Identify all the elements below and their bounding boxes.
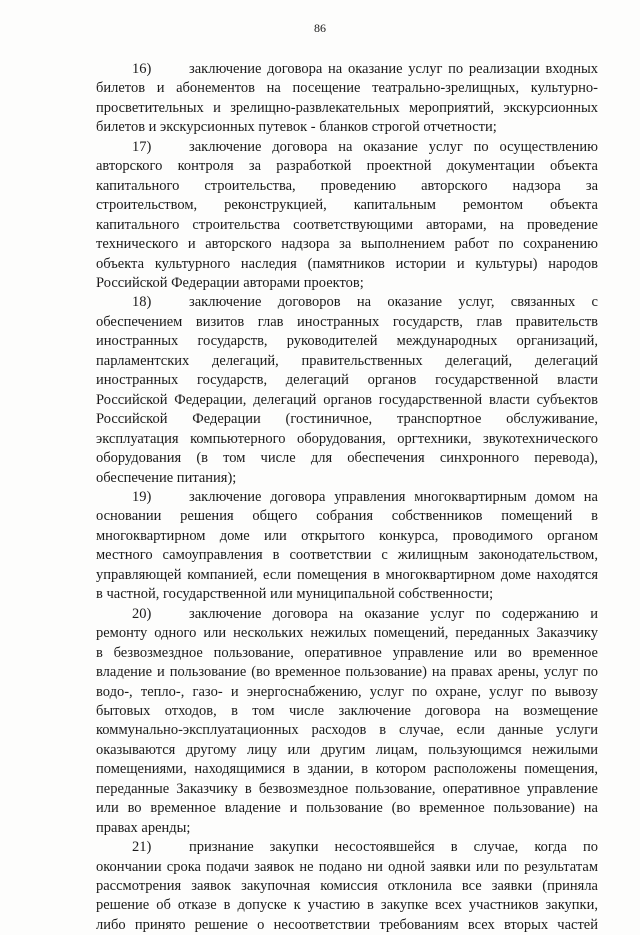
item-line: строительством, реконструкцией, капитальным ремонтом объекта	[96, 197, 598, 214]
list-item	[96, 293, 598, 488]
item-line: обеспечение питания);	[96, 469, 237, 486]
item-line: владение и пользование (во временное пользование) на правах арены, услуг по	[96, 664, 598, 681]
item-number: 21)	[132, 839, 152, 856]
item-line: эксплуатация компьютерного оборудования, оргтехники, звукотехнического	[96, 430, 598, 447]
item-line: объекта культурного наследия (памятников истории и культуры) народов	[96, 255, 598, 272]
item-line: ремонту одного или нескольких нежилых помещений, переданных Заказчику	[96, 625, 598, 642]
item-line: окончании срока подачи заявок не подано ни одной заявки или по результатам	[96, 858, 598, 875]
page-number: 86	[314, 21, 326, 35]
item-line: Российской Федерации, делегаций органов государственной власти субъектов	[96, 391, 598, 408]
item-text: заключение договора на оказание услуг по содержанию и	[189, 605, 598, 622]
item-line: коммунально-эксплуатационных расходов в случае, если данные услуги	[96, 722, 598, 739]
item-line: парламентских делегаций, правительственных делегаций, делегаций	[96, 352, 598, 369]
item-line: решение об отказе в допуске к участию в закупке всех участников закупки,	[96, 897, 598, 914]
item-line: в безвозмездное пользование, оперативное управление или во временное	[96, 644, 598, 661]
item-line: основании решения общего собрания собственников помещений в	[96, 508, 598, 525]
item-line: помещениями, находящимися в здании, в котором расположены помещения,	[96, 761, 598, 778]
item-text: признание закупки несостоявшейся в случае, когда по	[189, 839, 598, 856]
item-line: рассмотрения заявок закупочная комиссия отклонила все заявки (приняла	[96, 878, 598, 895]
item-first-line	[96, 60, 598, 79]
item-line: иностранных государств, делегаций органов государственной власти	[96, 372, 598, 389]
item-line: водо-, тепло-, газо- и энергоснабжению, услуг по охране, услуг по вывозу	[96, 683, 598, 700]
item-number: 19)	[132, 488, 152, 505]
item-line: билетов и экскурсионных путевок - бланков строгой отчетности;	[96, 119, 497, 136]
item-number: 16)	[132, 61, 152, 77]
item-line: технического и авторского надзора за выполнением работ по сохранению	[96, 236, 598, 253]
item-text: заключение договора управления многоквартирным домом на	[189, 488, 598, 505]
item-line: оборудования (в том числе для обеспечения синхронного перевода),	[96, 450, 598, 467]
list-item	[96, 488, 598, 605]
item-line: Российской Федерации авторами проектов;	[96, 274, 364, 291]
item-first-line	[96, 838, 598, 857]
item-line: управляющей компанией, если помещения в многоквартирном доме находятся	[96, 566, 598, 583]
item-line: Российской Федерации (гостиничное, транспортное обслуживание,	[96, 411, 598, 428]
item-text: заключение договора на оказание услуг по реализации входных	[189, 61, 598, 77]
item-line: капитального строительства соответствующими авторами, на проведение	[96, 216, 598, 233]
item-first-line	[96, 488, 598, 507]
item-line: местного самоуправления в соответствии с жилищным законодательством,	[96, 547, 598, 564]
list-item	[96, 138, 598, 294]
item-number: 18)	[132, 294, 152, 311]
item-line: многоквартирном доме или открытого конкурса, проводимого органом	[96, 527, 598, 544]
item-line: авторского контроля за разработкой проектной документации объекта	[96, 158, 598, 175]
list-item	[96, 838, 598, 935]
item-text: заключение договоров на оказание услуг, связанных с	[189, 294, 598, 311]
item-first-line	[96, 293, 598, 312]
item-line: обеспечением визитов глав иностранных государств, глав правительств	[96, 313, 598, 330]
item-line: оказываются другому лицу или другим лицам, пользующимся нежилыми	[96, 741, 598, 758]
item-number: 17)	[132, 138, 152, 155]
item-line: либо принято решение о несоответствии требованиям всех вторых частей	[96, 916, 598, 933]
item-first-line	[96, 605, 598, 624]
body-text	[96, 60, 598, 935]
item-line: правах аренды;	[96, 819, 191, 836]
item-number: 20)	[132, 605, 152, 622]
item-line: иностранных государств, руководителей международных организаций,	[96, 333, 598, 350]
item-line: или во временное владение и пользование (во временное пользование) на	[96, 800, 598, 817]
item-line: капитального строительства, проведению авторского надзора за	[96, 177, 598, 194]
item-text: заключение договора на оказание услуг по осуществлению	[189, 138, 598, 155]
list-item	[96, 60, 598, 138]
item-line: билетов и абонементов на посещение театрально-зрелищных, культурно-	[96, 80, 598, 97]
list-item	[96, 605, 598, 838]
item-line: бытовых отходов, в том числе заключение договора на возмещение	[96, 702, 598, 719]
item-line: в частной, государственной или муниципальной собственности;	[96, 586, 494, 603]
item-line: переданные Заказчику в безвозмездное пользование, оперативное управление	[96, 780, 598, 797]
item-line: просветительных и зрелищно-развлекательных мероприятий, экскурсионных	[96, 99, 598, 116]
item-first-line	[96, 138, 598, 157]
